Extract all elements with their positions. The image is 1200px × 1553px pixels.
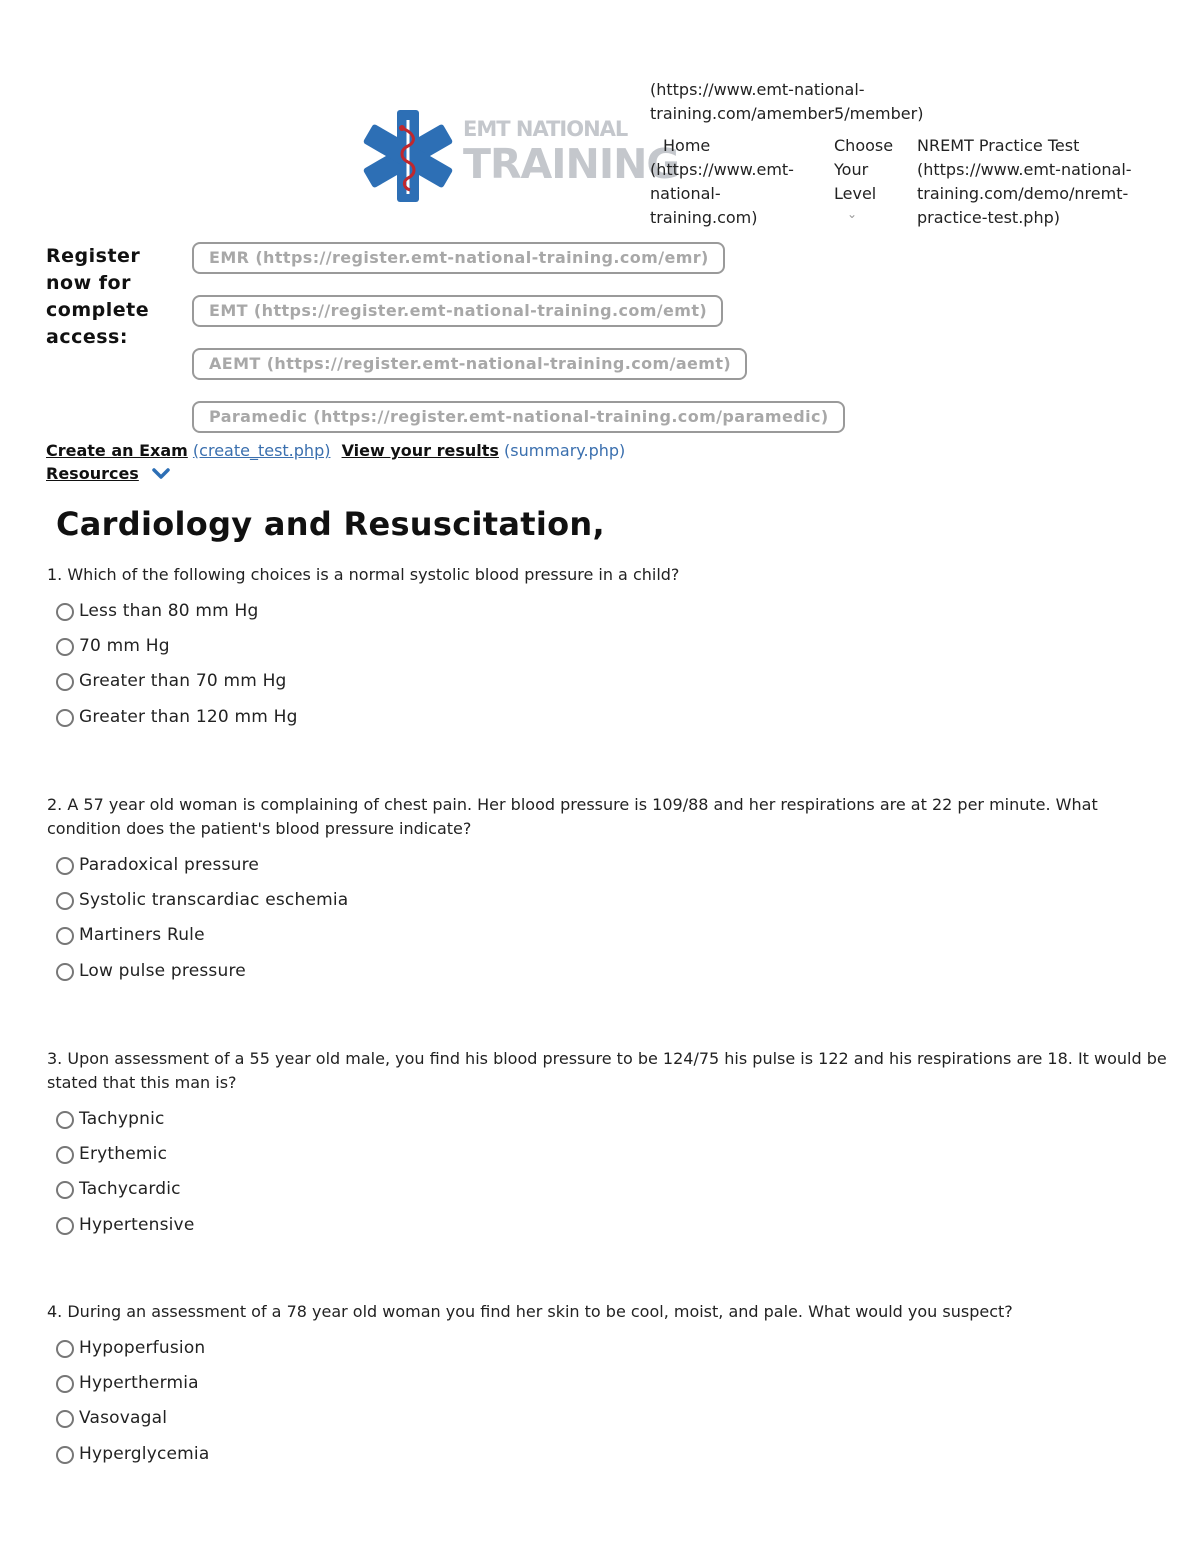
answer-option[interactable] <box>47 1442 1167 1477</box>
question-1 <box>47 563 1167 740</box>
answer-option[interactable] <box>47 959 1167 994</box>
answer-label[interactable]: Erythemic <box>79 1144 168 1165</box>
answer-option[interactable] <box>47 1336 1167 1371</box>
register-paramedic-button[interactable]: Paramedic (https://register.emt-national-training.com/paramedic) <box>192 401 845 433</box>
answer-label[interactable]: Tachypnic <box>79 1109 165 1129</box>
answer-option[interactable] <box>47 669 1167 704</box>
view-results-link[interactable]: View your results <box>341 441 499 460</box>
resources-menu[interactable]: Resources <box>46 464 139 483</box>
nav-home-label[interactable]: Home <box>663 136 711 155</box>
answer-label[interactable]: Hyperthermia <box>79 1373 199 1394</box>
answer-option[interactable] <box>47 1371 1167 1406</box>
answer-option[interactable] <box>47 1406 1167 1441</box>
answer-label[interactable]: Hypertensive <box>79 1214 195 1235</box>
answer-label[interactable]: Hyperglycemia <box>79 1443 210 1464</box>
radio-button[interactable] <box>56 673 74 691</box>
answer-option[interactable] <box>47 888 1167 923</box>
question-4 <box>47 1300 1167 1477</box>
answer-label[interactable]: 70 mm Hg <box>79 636 170 657</box>
chevron-down-icon[interactable]: ⌄ <box>847 207 858 221</box>
radio-button[interactable] <box>56 603 74 621</box>
register-aemt-button[interactable]: AEMT (https://register.emt-national-training.com/aemt) <box>192 348 747 380</box>
answer-option[interactable] <box>47 1213 1167 1248</box>
radio-button[interactable] <box>56 1446 74 1464</box>
question-text: 4. During an assessment of a 78 year old woman you find her skin to be cool, moist, and pale. What would you suspect? <box>47 1302 1013 1321</box>
answer-option[interactable] <box>47 599 1167 634</box>
answer-option[interactable] <box>47 705 1167 740</box>
answer-option[interactable] <box>47 1177 1167 1212</box>
radio-button[interactable] <box>56 1375 74 1393</box>
radio-button[interactable] <box>56 1340 74 1358</box>
logo-wordmark-top: EMT NATIONAL <box>463 117 628 141</box>
radio-button[interactable] <box>56 638 74 656</box>
register-emt-button[interactable]: EMT (https://register.emt-national-training.com/emt) <box>192 295 723 327</box>
logo-wordmark-bottom: TRAINING <box>463 140 680 188</box>
nav-practice-test[interactable] <box>917 134 1167 230</box>
radio-button[interactable] <box>56 963 74 981</box>
answer-label[interactable]: Low pulse pressure <box>79 960 246 981</box>
view-results-url[interactable]: (summary.php) <box>504 441 626 460</box>
answer-label[interactable]: Vasovagal <box>79 1408 168 1429</box>
nav-choose-level[interactable] <box>834 134 909 222</box>
answer-label[interactable]: Tachycardic <box>79 1179 181 1200</box>
nav-choose-level-label[interactable]: Choose Your Level <box>834 136 894 203</box>
question-2 <box>47 793 1167 994</box>
star-of-life-icon <box>360 106 456 206</box>
radio-button[interactable] <box>56 1111 74 1129</box>
answer-label[interactable]: Greater than 120 mm Hg <box>79 706 298 727</box>
exam-links <box>46 440 625 462</box>
nav-practice-label[interactable]: NREMT Practice Test <box>917 136 1080 155</box>
radio-button[interactable] <box>56 1146 74 1164</box>
question-text: 1. Which of the following choices is a normal systolic blood pressure in a child? <box>47 565 680 584</box>
question-text: 3. Upon assessment of a 55 year old male, you find his blood pressure to be 124/75 his pulse is 122 and his respirations are 18. It would be stated that this man is? <box>47 1049 1167 1092</box>
register-label: Register now for complete access: <box>46 245 150 348</box>
question-text: 2. A 57 year old woman is complaining of chest pain. Her blood pressure is 109/88 and her respirations are at 22 per minute. What condition does the patient's blood pressure indicate? <box>47 795 1098 838</box>
radio-button[interactable] <box>56 1181 74 1199</box>
answer-label[interactable]: Systolic transcardiac eschemia <box>79 890 349 911</box>
answer-option[interactable] <box>47 1142 1167 1177</box>
nav-practice-url[interactable]: (https://www.emt-national-training.com/demo/nremt-practice-test.php) <box>917 160 1132 227</box>
radio-button[interactable] <box>56 1410 74 1428</box>
radio-button[interactable] <box>56 1217 74 1235</box>
nav-home-url[interactable]: (https://www.emt-national-training.com) <box>650 160 794 227</box>
question-3 <box>47 1047 1167 1248</box>
member-area-link[interactable]: (https://www.emt-national-training.com/amember5/member) <box>650 80 924 123</box>
answer-option[interactable] <box>47 1107 1167 1142</box>
radio-button[interactable] <box>56 709 74 727</box>
nav-home[interactable] <box>650 134 825 230</box>
answer-label[interactable]: Hypoperfusion <box>79 1338 206 1358</box>
create-exam-url[interactable]: (create_test.php) <box>192 441 331 460</box>
answer-option[interactable] <box>47 853 1167 888</box>
radio-button[interactable] <box>56 892 74 910</box>
answer-label[interactable]: Less than 80 mm Hg <box>79 601 259 621</box>
radio-button[interactable] <box>56 927 74 945</box>
create-exam-link[interactable]: Create an Exam <box>46 441 188 460</box>
radio-button[interactable] <box>56 857 74 875</box>
chevron-down-icon[interactable] <box>151 467 171 481</box>
register-emr-button[interactable]: EMR (https://register.emt-national-training.com/emr) <box>192 242 725 274</box>
answer-option[interactable] <box>47 634 1167 669</box>
answer-label[interactable]: Martiners Rule <box>79 925 205 946</box>
answer-label[interactable]: Paradoxical pressure <box>79 855 260 875</box>
site-logo[interactable] <box>360 106 680 206</box>
answer-option[interactable] <box>47 923 1167 958</box>
page-title: Cardiology and Resuscitation, <box>56 505 605 543</box>
answer-label[interactable]: Greater than 70 mm Hg <box>79 671 287 692</box>
